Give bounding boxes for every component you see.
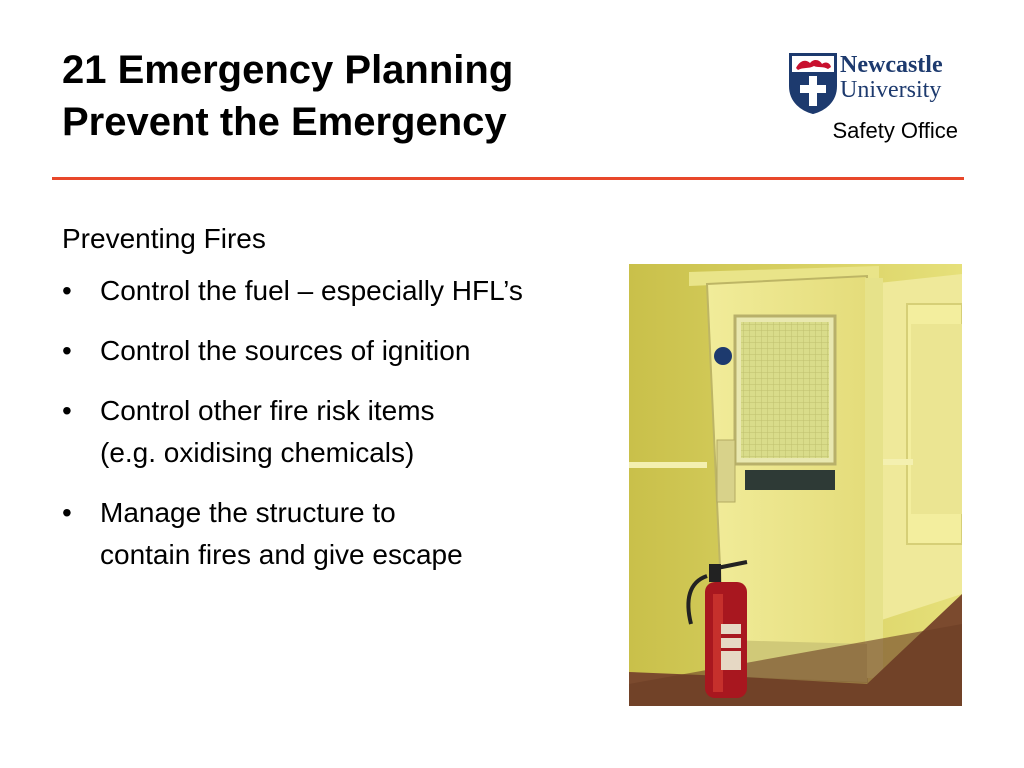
bullet-icon: • — [62, 335, 72, 366]
logo-line-1: Newcastle — [840, 52, 943, 78]
header-divider — [52, 177, 964, 180]
bullet-list — [62, 270, 632, 576]
logo-line-2: University — [840, 77, 942, 103]
bullet-text: Control other fire risk items — [100, 395, 435, 426]
bullet-icon: • — [62, 275, 72, 306]
bullet-text: (e.g. oxidising chemicals) — [100, 437, 415, 468]
bullet-item — [62, 270, 632, 312]
department-label: Safety Office — [832, 118, 958, 143]
bullet-text: Control the sources of ignition — [100, 335, 471, 366]
bullet-item — [62, 492, 632, 576]
fire-door-photo — [629, 264, 962, 706]
fire-door-with-extinguisher-image — [629, 264, 962, 706]
slide-body — [62, 218, 632, 594]
bullet-text: Manage the structure to — [100, 497, 396, 528]
slide-title — [62, 44, 513, 148]
section-heading: Preventing Fires — [62, 223, 266, 254]
bullet-item — [62, 330, 632, 372]
university-crest-icon — [788, 52, 838, 114]
title-line-2: Prevent the Emergency — [62, 100, 507, 144]
bullet-icon: • — [62, 395, 72, 426]
bullet-text: Control the fuel – especially HFL’s — [100, 275, 523, 306]
newcastle-university-logo — [788, 52, 972, 118]
bullet-item — [62, 390, 632, 474]
bullet-icon: • — [62, 497, 72, 528]
logo-wordmark — [840, 52, 943, 102]
title-line-1: 21 Emergency Planning — [62, 48, 514, 92]
bullet-text: contain fires and give escape — [100, 539, 463, 570]
